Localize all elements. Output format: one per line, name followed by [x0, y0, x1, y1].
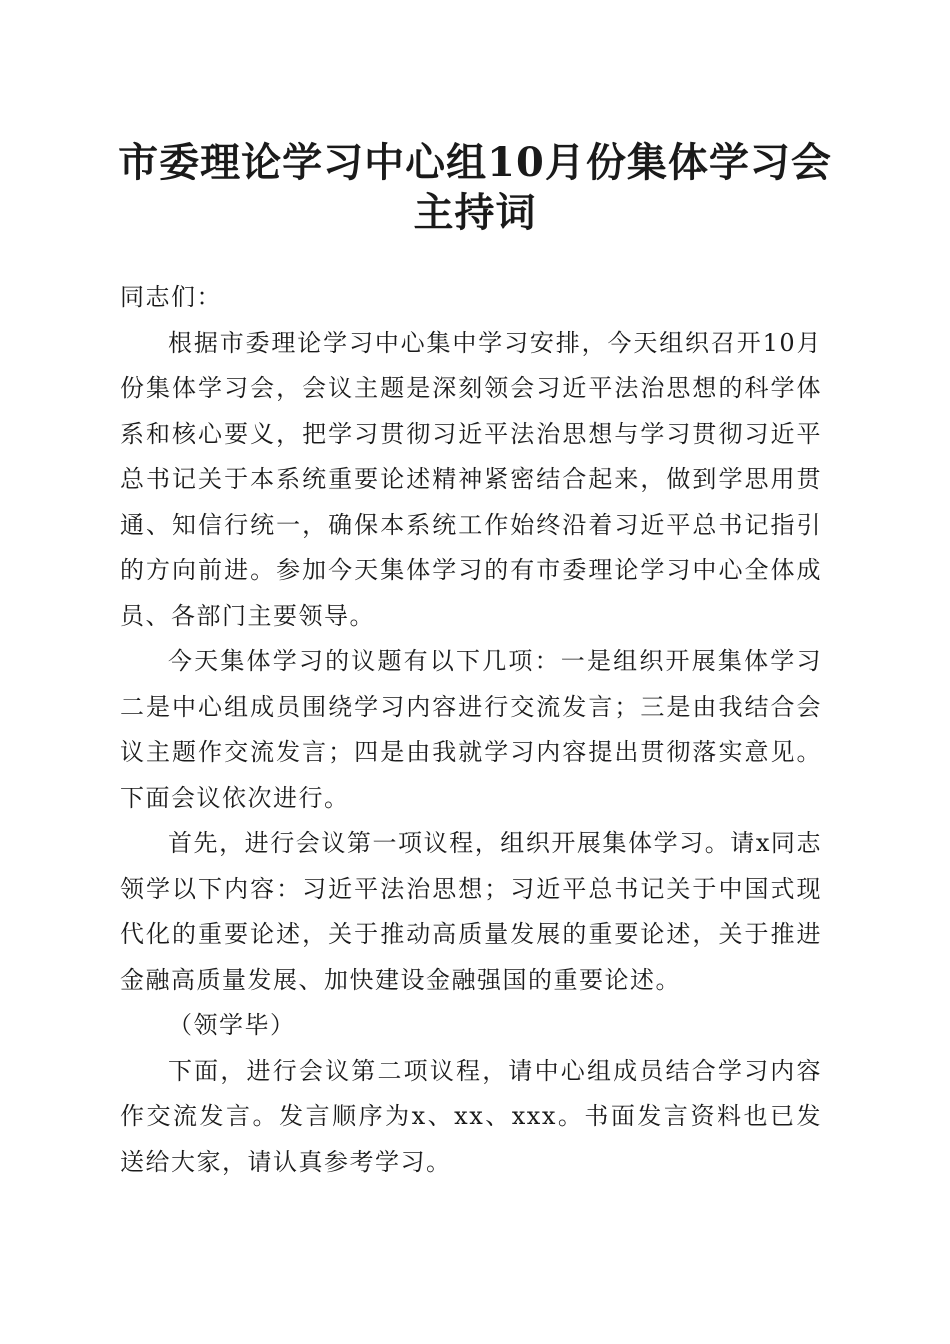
document-title: 市委理论学习中心组10月份集体学习会主持词	[118, 139, 832, 236]
document-body	[120, 275, 822, 1185]
paragraph-second-item: 下面，进行会议第二项议程，请中心组成员结合学习内容作交流发言。发言顺序为x、xx、xxx。书面发言资料也已发送给大家，请认真参考学习。	[120, 1056, 822, 1176]
paragraph-first-item: 首先，进行会议第一项议程，组织开展集体学习。请x同志领学以下内容：习近平法治思想；习近平总书记关于中国式现代化的重要论述，关于推动高质量发展的重要论述，关于推进金融高质量发展、加快建设金融强国的重要论述。	[120, 829, 822, 994]
note-study-finished: （领学毕）	[168, 1011, 296, 1039]
paragraph-intro: 根据市委理论学习中心集中学习安排，今天组织召开10月份集体学习会，会议主题是深刻领会习近平法治思想的科学体系和核心要义，把学习贯彻习近平法治思想与学习贯彻习近平总书记关于本系统重要论述精神紧密结合起来，做到学思用贯通、知信行统一，确保本系统工作始终沿着习近平总书记指引的方向前进。参加今天集体学习的有市委理论学习中心全体成员、各部门主要领导。	[120, 328, 822, 630]
paragraph-agenda: 今天集体学习的议题有以下几项：一是组织开展集体学习二是中心组成员围绕学习内容进行交流发言；三是由我结合会议主题作交流发言；四是由我就学习内容提出贯彻落实意见。下面会议依次进行。	[120, 647, 822, 812]
salutation: 同志们：	[120, 283, 222, 311]
